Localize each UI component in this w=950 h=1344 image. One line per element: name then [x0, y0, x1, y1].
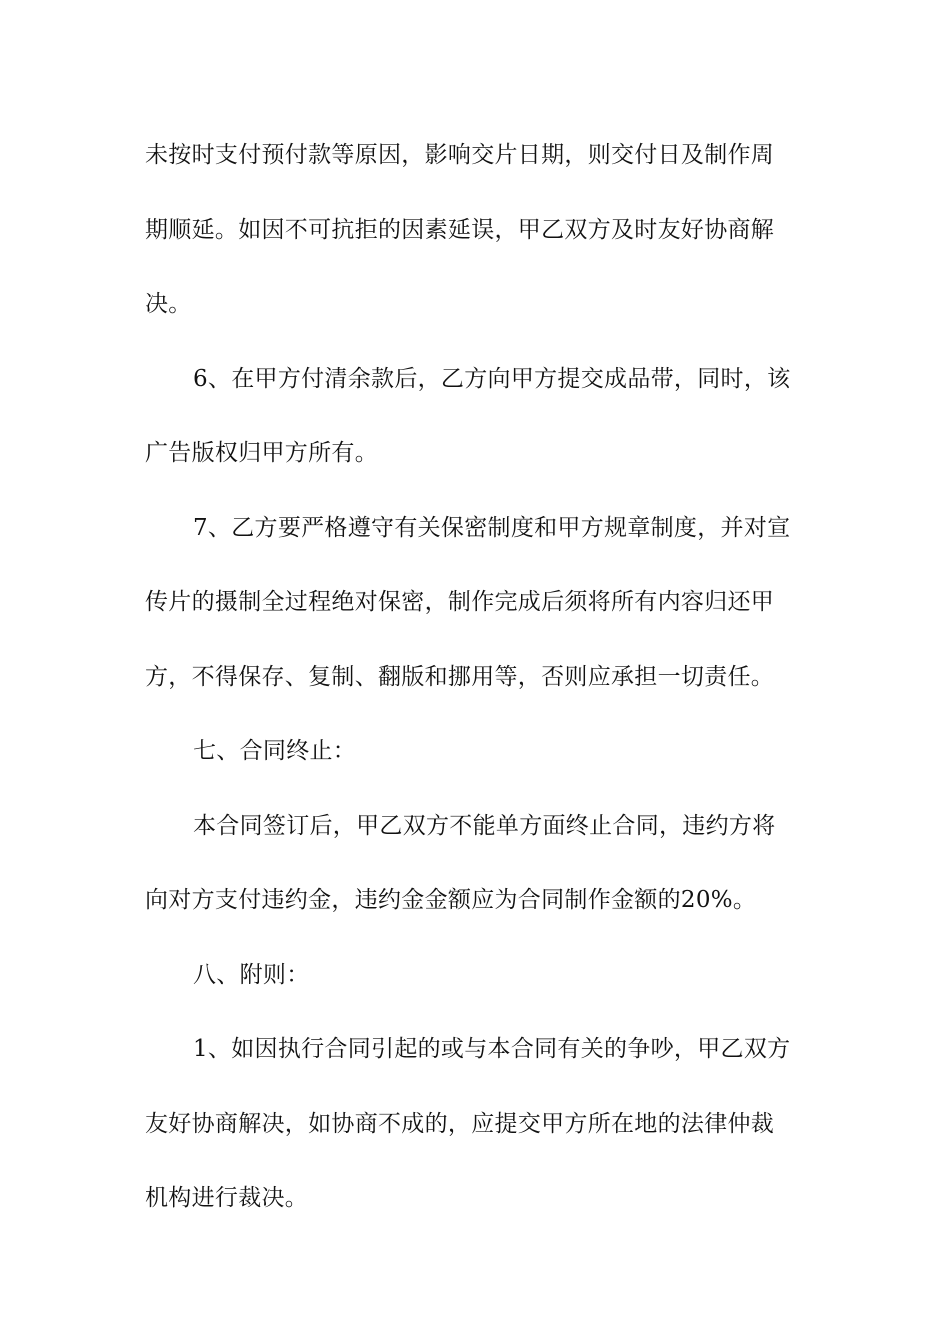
clause-6-line: 6、在甲方付清余款后，乙方向甲方提交成品带，同时，该 [193, 365, 791, 392]
clause-7-line: 7、乙方要严格遵守有关保密制度和甲方规章制度，并对宣 [193, 514, 791, 541]
text-line: 决。 [145, 291, 192, 317]
text-line: 友好协商解决，如协商不成的，应提交甲方所在地的法律仲裁 [145, 1110, 775, 1137]
termination-paragraph-line: 本合同签订后，甲乙双方不能单方面终止合同，违约方将 [193, 812, 776, 839]
text-line: 向对方支付违约金，违约金金额应为合同制作金额的20%。 [145, 887, 757, 913]
text-line: 机构进行裁决。 [145, 1185, 309, 1211]
text-line: 广告版权归甲方所有。 [145, 440, 378, 466]
text-line: 未按时支付预付款等原因，影响交片日期，则交付日及制作周 [145, 142, 775, 168]
text-line: 传片的摄制全过程绝对保密，制作完成后须将所有内容归还甲 [145, 589, 775, 615]
section-heading-supplementary: 八、附则： [193, 961, 310, 988]
supplementary-clause-1-line: 1、如因执行合同引起的或与本合同有关的争吵，甲乙双方 [193, 1036, 791, 1062]
section-heading-termination: 七、合同终止： [193, 738, 357, 764]
text-line: 方，不得保存、复制、翻版和挪用等，否则应承担一切责任。 [145, 663, 775, 690]
contract-body-text [145, 118, 810, 1236]
text-line: 期顺延。如因不可抗拒的因素延误，甲乙双方及时友好协商解 [145, 216, 775, 243]
